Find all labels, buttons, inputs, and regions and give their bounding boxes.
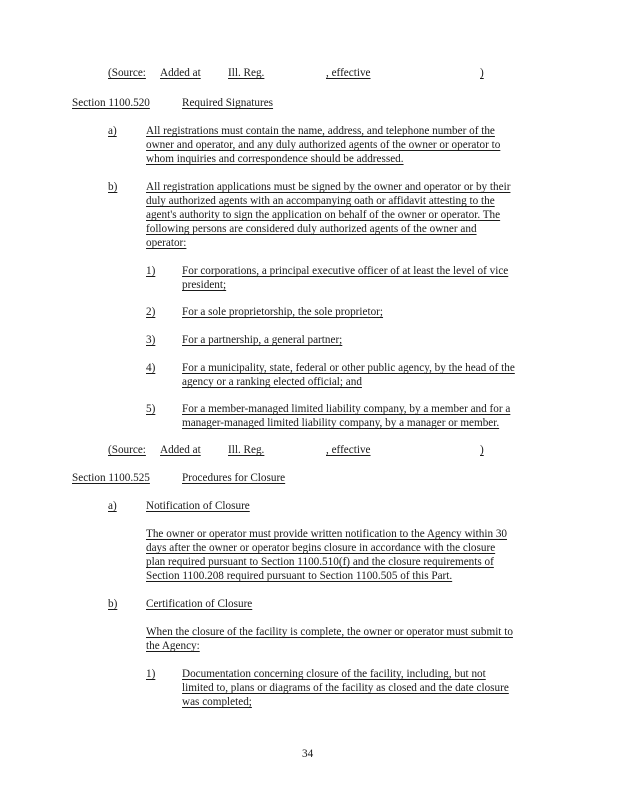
paragraph-line: The owner or operator must provide written notification to the Agency within 30 <box>146 528 508 540</box>
list-item-line: For a municipality, state, federal or other public agency, by the head of the <box>182 362 515 374</box>
subsection-label: a) <box>108 125 117 137</box>
subsection-heading: Certification of Closure <box>146 598 253 610</box>
list-item-line: For a member-managed limited liability company, by a member and for a <box>182 403 511 415</box>
list-item-number: 1) <box>146 265 156 277</box>
paragraph-line: operator: <box>146 237 187 249</box>
section-number: Section 1100.525 <box>72 472 150 484</box>
list-item-line: For a partnership, a general partner; <box>182 334 343 346</box>
page-number: 34 <box>302 748 314 760</box>
list-item-line: For corporations, a principal executive officer of at least the level of vice <box>182 265 509 277</box>
subsection-heading: Notification of Closure <box>146 500 250 512</box>
section-title: Procedures for Closure <box>182 472 286 484</box>
source-close: ) <box>480 67 484 79</box>
source-open: (Source: <box>108 444 146 456</box>
paragraph-line: agent's authority to sign the application on behalf of the owner or operator. The <box>146 209 501 221</box>
list-item-line: was completed; <box>182 696 252 708</box>
source-effective: , effective <box>326 444 371 456</box>
paragraph-line: All registration applications must be signed by the owner and operator or by their <box>146 181 511 193</box>
paragraph-line: Section 1100.208 required pursuant to Section 1100.505 of this Part. <box>146 570 453 582</box>
source-close: ) <box>480 444 484 456</box>
list-item-line: agency or a ranking elected official; and <box>182 376 362 388</box>
subsection-label: b) <box>108 598 118 610</box>
list-item-line: For a sole proprietorship, the sole proprietor; <box>182 306 384 318</box>
list-item-line: Documentation concerning closure of the facility, including, but not <box>182 668 486 680</box>
source-open: (Source: <box>108 67 146 79</box>
subsection-label: b) <box>108 181 118 193</box>
subsection-label: a) <box>108 500 117 512</box>
source-added: Added at <box>160 444 201 456</box>
list-item-number: 5) <box>146 403 156 415</box>
paragraph-line: plan required pursuant to Section 1100.510(f) and the closure requirements of <box>146 556 494 568</box>
list-item-line: manager-managed limited liability company, by a manager or member. <box>182 417 500 429</box>
list-item-number: 4) <box>146 362 156 374</box>
paragraph-line: the Agency: <box>146 640 200 652</box>
source-journal: Ill. Reg. <box>228 444 265 456</box>
list-item-number: 3) <box>146 334 156 346</box>
paragraph-line: owner and operator, and any duly authorized agents of the owner or operator to <box>146 139 501 151</box>
paragraph-line: days after the owner or operator begins closure in accordance with the closure <box>146 542 496 554</box>
source-effective: , effective <box>326 67 371 79</box>
list-item-line: president; <box>182 279 227 291</box>
list-item-line: limited to, plans or diagrams of the facility as closed and the date closure <box>182 682 509 694</box>
paragraph-line: When the closure of the facility is complete, the owner or operator must submit to <box>146 626 513 638</box>
list-item-number: 2) <box>146 306 156 318</box>
paragraph-line: following persons are considered duly authorized agents of the owner and <box>146 223 477 235</box>
section-number: Section 1100.520 <box>72 97 150 109</box>
paragraph-line: duly authorized agents with an accompanying oath or affidavit attesting to the <box>146 195 495 207</box>
list-item-number: 1) <box>146 668 156 680</box>
source-journal: Ill. Reg. <box>228 67 265 79</box>
paragraph-line: All registrations must contain the name, address, and telephone number of the <box>146 125 495 137</box>
section-title: Required Signatures <box>182 97 274 109</box>
paragraph-line: whom inquiries and correspondence should be addressed. <box>146 153 404 165</box>
source-added: Added at <box>160 67 201 79</box>
